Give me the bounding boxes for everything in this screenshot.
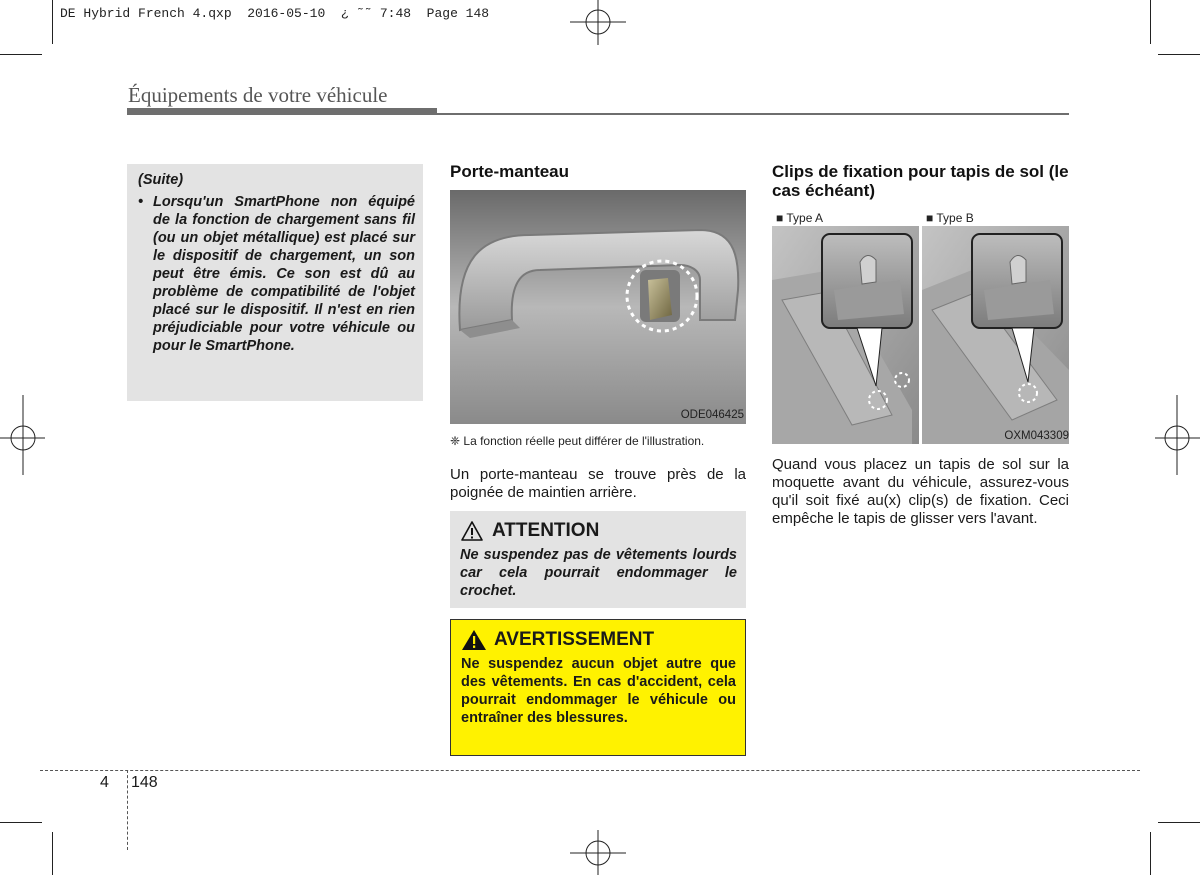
attention-box: [450, 511, 746, 608]
print-slug: DE Hybrid French 4.qxp 2016-05-10 ¿ ˜˜ 7:48 Page 148: [60, 6, 490, 21]
floor-mat-type-b-label: ■ Type B: [926, 211, 974, 225]
coat-hook-heading: Porte-manteau: [450, 162, 570, 181]
floor-mat-heading: Clips de fixation pour tapis de sol (le cas échéant): [772, 162, 1069, 200]
caution-triangle-icon: [460, 520, 484, 542]
coat-hook-figure-code: ODE046425: [680, 409, 744, 421]
note-heading: (Suite): [138, 172, 184, 188]
footer-divider: [127, 770, 128, 850]
crop-mark: [0, 54, 42, 55]
header-rule-thick: [127, 108, 437, 115]
warning-box: [450, 619, 746, 756]
floor-mat-illustration: [772, 210, 1069, 444]
crop-mark: [1150, 0, 1151, 44]
note-box: [127, 164, 423, 401]
registration-mark-top: [570, 0, 630, 45]
attention-body: Ne suspendez pas de vêtements lourds car cela pourrait endommager le crochet.: [460, 547, 737, 599]
section-title: Équipements de votre véhicule: [128, 83, 388, 107]
crop-mark: [52, 832, 53, 875]
footer-rule: [40, 770, 1140, 771]
page-number: 148: [131, 774, 158, 791]
registration-mark-bottom: [570, 830, 630, 875]
registration-mark-right: [1155, 395, 1200, 475]
note-text: Lorsqu'un SmartPhone non équipé de la fonction de chargement sans fil (ou un objet métallique) est placé sur le dispositif de chargement, un son peut être émis. Ce son est dû au problème de compatibilité de l'objet placé sur le dispositif. Il n'est en rien préjudiciable pour votre véhicule ou pour le SmartPhone.: [153, 194, 415, 354]
crop-mark: [0, 822, 42, 823]
coat-hook-figure: [450, 190, 746, 424]
floor-mat-figure: [772, 210, 1069, 444]
note-bullet-item: [138, 193, 415, 355]
crop-mark: [1150, 832, 1151, 875]
crop-mark: [1158, 822, 1200, 823]
header-rule-thin: [437, 113, 1069, 115]
illustration-disclaimer: ❈ La fonction réelle peut différer de l'illustration.: [450, 434, 705, 448]
registration-mark-left: [0, 395, 45, 475]
warning-title: AVERTISSEMENT: [494, 629, 655, 650]
floor-mat-type-a-label: ■ Type A: [776, 211, 824, 225]
warning-title-row: [461, 629, 736, 651]
floor-mat-figure-code: OXM043309: [1004, 430, 1069, 442]
chapter-number: 4: [100, 774, 109, 791]
attention-title-row: [460, 520, 737, 542]
warning-body: Ne suspendez aucun objet autre que des vêtements. En cas d'accident, cela pourrait endommager le véhicule ou entraîner des blessures.: [461, 656, 736, 726]
coat-hook-illustration: [450, 190, 746, 424]
bullet-marker: •: [138, 194, 144, 210]
crop-mark: [52, 0, 53, 44]
crop-mark: [1158, 54, 1200, 55]
warning-triangle-icon: [461, 629, 487, 651]
attention-title: ATTENTION: [492, 520, 600, 541]
coat-hook-body: Un porte-manteau se trouve près de la poignée de maintien arrière.: [450, 466, 746, 501]
floor-mat-body: Quand vous placez un tapis de sol sur la moquette avant du véhicule, assurez-vous qu'il soit fixé au(x) clip(s) de fixation. Ceci empêche le tapis de glisser vers l'avant.: [772, 456, 1069, 527]
